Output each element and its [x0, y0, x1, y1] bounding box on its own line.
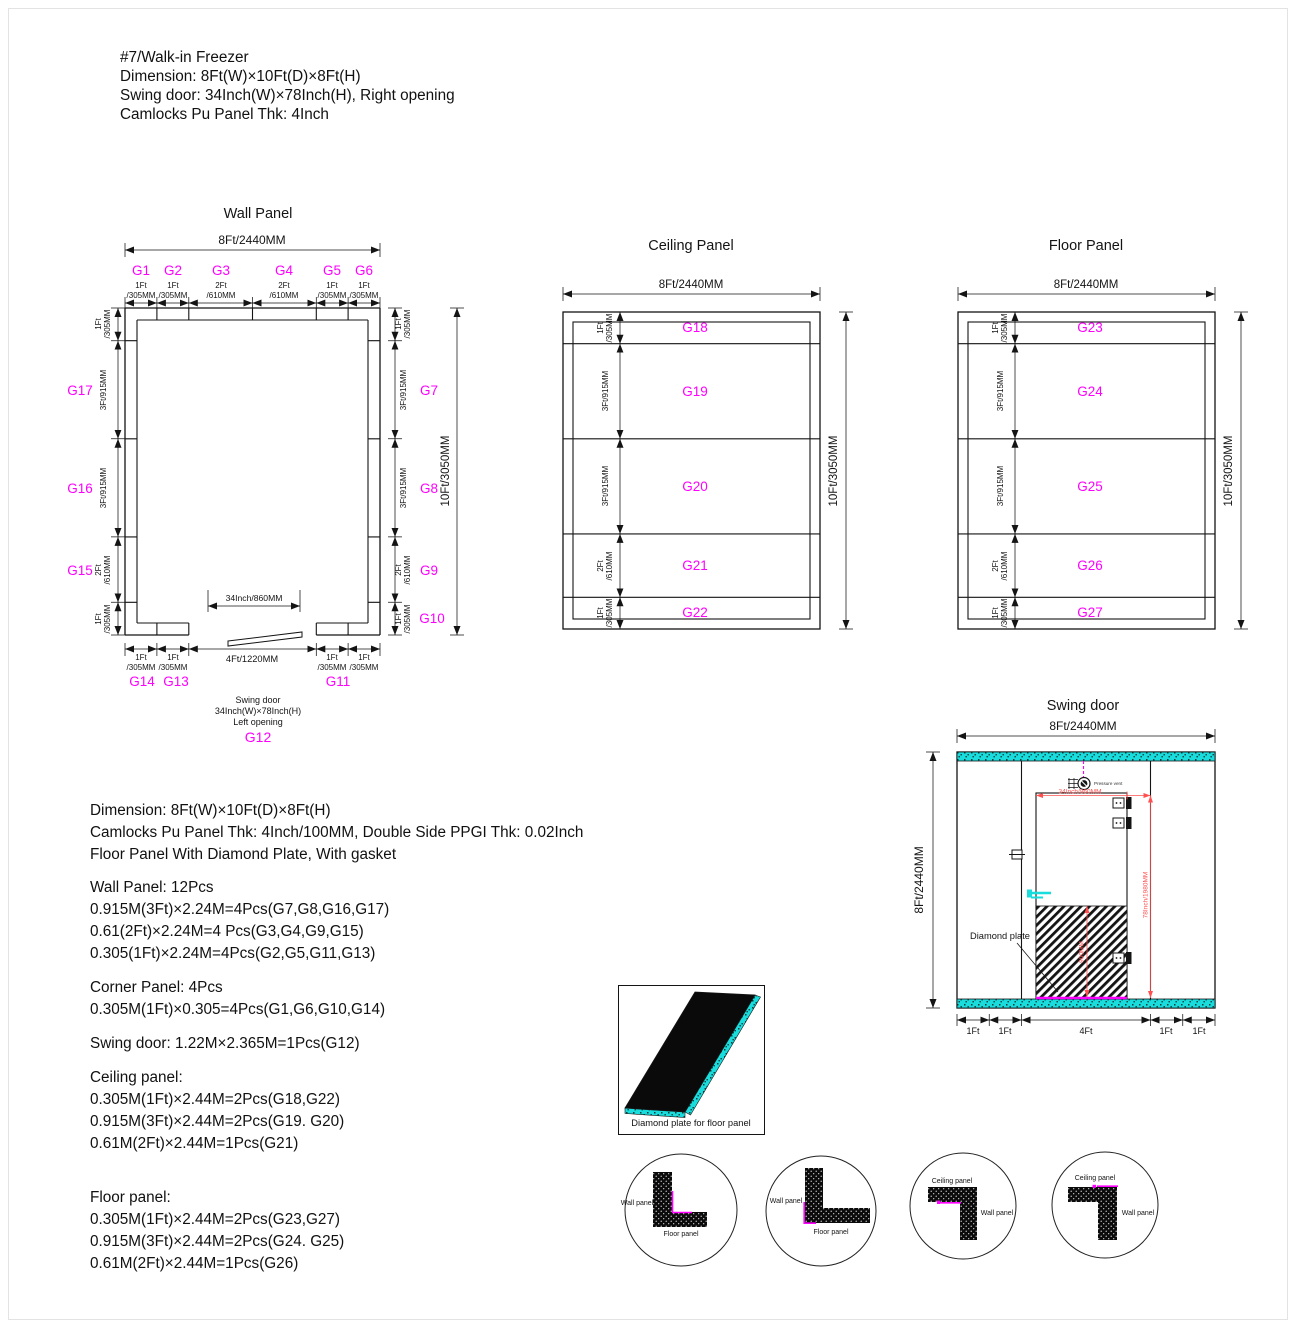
plate-detail-caption: Diamond plate for floor panel: [631, 1118, 751, 1128]
spec-line: 0.915M(3Ft)×2.44M=2Pcs(G19. G20): [90, 1113, 345, 1130]
ceiling-height-dimension: [828, 312, 853, 629]
wall-bottom-dimension: [125, 643, 380, 672]
dim-label: 1Ft: [596, 322, 605, 334]
dim-label: /305MM: [403, 604, 412, 634]
dim-label: /305MM: [126, 291, 156, 300]
panel-id: G24: [1077, 384, 1103, 399]
spec-line: 0.61M(2Ft)×2.44M=1Pcs(G21): [90, 1135, 299, 1152]
spec-line: Swing door: 1.22M×2.365M=1Pcs(G12): [90, 1035, 360, 1052]
dim-label: 8Ft/2440MM: [1049, 719, 1117, 733]
spec-paragraph: [90, 977, 583, 1021]
dim-label: 3Ft/915MM: [601, 465, 610, 507]
header-line: Camlocks Pu Panel Thk: 4Inch: [120, 106, 329, 123]
swing-top-dimension: [957, 719, 1215, 743]
dim-label: 10Ft/3050MM: [440, 435, 452, 507]
panel-id: G6: [354, 263, 374, 278]
door-note-line: Swing door: [235, 695, 281, 705]
dim-label: 1Ft: [966, 1026, 980, 1036]
dim-label: 900MM: [1078, 941, 1086, 963]
panel-id: G4: [274, 263, 294, 278]
dim-label: 8Ft/2440MM: [658, 279, 724, 291]
wall-door-width-dimension: [208, 590, 300, 612]
floor-panel-title: Floor Panel: [1048, 238, 1124, 254]
dim-label: /305MM: [158, 291, 188, 300]
dim-label: 2Ft: [94, 564, 103, 576]
dim-label: /305MM: [605, 598, 614, 628]
gasket-strip-top: [957, 752, 1215, 761]
gasket-strip-bottom: [957, 999, 1215, 1008]
panel-id: G1: [131, 263, 151, 278]
panel-id: G13: [163, 674, 189, 689]
joint-label: Wall panel: [1121, 1210, 1155, 1217]
dim-label: 8Ft/2440MM: [1053, 279, 1119, 291]
dim-label: /610MM: [403, 555, 412, 585]
spec-paragraph: [90, 800, 583, 866]
dim-label: 1Ft: [135, 281, 147, 290]
joint-label: Floor panel: [813, 1229, 849, 1236]
panel-id: G7: [419, 383, 439, 398]
spec-paragraph: [90, 1187, 583, 1275]
panel-id: G5: [322, 263, 342, 278]
wall-top-dimension: [125, 233, 380, 257]
door-width-dimension: [1036, 789, 1151, 800]
dim-label: 4Ft/1220MM: [225, 654, 279, 664]
joint-label: Ceiling panel: [931, 1178, 973, 1185]
spec-line: 0.305M(1Ft)×2.44M=2Pcs(G18,G22): [90, 1091, 340, 1108]
panel-id: G25: [1077, 479, 1103, 494]
floor-row-ids: [1077, 320, 1103, 620]
drawing-header: [120, 48, 455, 124]
panel-id: G10: [419, 611, 445, 626]
panel-id: G9: [419, 563, 439, 578]
floor-height-dimension: [1223, 312, 1248, 629]
pressure-vent-label: Pressure vent: [1094, 781, 1123, 786]
door-leaf: [228, 632, 302, 646]
swing-door-diagram: [900, 695, 1280, 1045]
wall-right-dimension: [388, 308, 445, 635]
joint-detail-circles: [610, 1145, 1175, 1280]
dim-label: /610MM: [605, 551, 614, 581]
wall-panel-title: Wall Panel: [223, 206, 293, 222]
ceiling-panel-title: Ceiling Panel: [648, 238, 734, 254]
dim-label: 1Ft: [326, 281, 338, 290]
dim-label: 3Ft/915MM: [399, 369, 408, 411]
dim-label: 1Ft: [167, 281, 179, 290]
dim-label: 2Ft: [991, 560, 1000, 572]
dim-label: 1Ft: [998, 1026, 1012, 1036]
panel-id: G21: [682, 558, 708, 573]
camlock-icon: [1009, 850, 1025, 859]
diamond-plate-label: Diamond plate: [970, 931, 1030, 941]
dim-label: 1Ft: [1192, 1026, 1206, 1036]
header-line: #7/Walk-in Freezer: [120, 49, 249, 66]
panel-id: G8: [419, 481, 439, 496]
joint-label: Wall panel: [620, 1200, 654, 1207]
dim-label: /305MM: [605, 313, 614, 343]
dim-label: /305MM: [103, 604, 112, 634]
ceiling-panel-diagram: [555, 235, 865, 635]
diamond-plate-detail: [618, 985, 765, 1135]
dim-label: /610MM: [206, 291, 236, 300]
dim-label: 34Inch/860MM: [1058, 788, 1102, 796]
dim-label: 2Ft: [215, 281, 227, 290]
dim-label: /610MM: [103, 555, 112, 585]
spec-line: 0.915M(3Ft)×2.44M=2Pcs(G24. G25): [90, 1233, 345, 1250]
panel-id: G2: [163, 263, 183, 278]
dim-label: 1Ft: [135, 653, 147, 662]
door-latch-icon: [1027, 890, 1051, 898]
dim-label: 1Ft: [991, 607, 1000, 619]
dim-label: 1Ft: [1159, 1026, 1173, 1036]
spec-line: Ceiling panel:: [90, 1069, 183, 1086]
panel-id: G14: [129, 674, 155, 689]
joint-detail-ceiling-wall-1: [910, 1153, 1016, 1259]
door-height-dimension: [1143, 796, 1151, 999]
dim-label: 1Ft: [394, 318, 403, 330]
dim-label: 1Ft: [326, 653, 338, 662]
dim-label: 8Ft/2440MM: [218, 233, 286, 247]
spec-line: Camlocks Pu Panel Thk: 4Inch/100MM, Double Side PPGI Thk: 0.02Inch: [90, 824, 584, 841]
panel-id: G11: [325, 674, 351, 689]
dim-label: /610MM: [269, 291, 299, 300]
joint-detail-wall-floor-1: [621, 1154, 737, 1266]
wall-top-segment-labels: [125, 263, 380, 309]
dim-label: /305MM: [349, 291, 379, 300]
spec-text-block: [90, 800, 583, 1286]
ceiling-row-dimension: [596, 312, 620, 629]
dim-label: /305MM: [103, 309, 112, 339]
spec-line: 0.305(1Ft)×2.24M=4Pcs(G2,G5,G11,G13): [90, 945, 376, 962]
swing-bottom-dimension: [957, 1014, 1215, 1036]
spec-line: Floor panel:: [90, 1189, 171, 1206]
wall-bottom-labels: [129, 674, 350, 745]
hinge-icon: [1113, 797, 1132, 809]
dim-label: /305MM: [403, 309, 412, 339]
ceiling-row-ids: [682, 320, 708, 620]
spec-line: 0.305M(1Ft)×2.44M=2Pcs(G23,G27): [90, 1211, 340, 1228]
door-note-line: 34Inch(W)×78Inch(H): [214, 706, 302, 716]
hinge-icon: [1113, 952, 1132, 964]
dim-label: /305MM: [349, 663, 379, 672]
dim-label: 4Ft: [1079, 1026, 1093, 1036]
dim-label: 1Ft: [596, 607, 605, 619]
floor-panel-diagram: [950, 235, 1270, 635]
dim-label: 2Ft: [394, 564, 403, 576]
dim-label: 3Ft/915MM: [399, 467, 408, 509]
joint-detail-ceiling-wall-2: [1052, 1152, 1158, 1258]
dim-label: 78Inch/1980MM: [1142, 871, 1150, 919]
spec-paragraph: [90, 1067, 583, 1155]
panel-id: G26: [1077, 558, 1103, 573]
dim-label: 1Ft: [358, 653, 370, 662]
floor-row-dimension: [991, 312, 1015, 629]
spec-line: 0.915M(3Ft)×2.24M=4Pcs(G7,G8,G16,G17): [90, 901, 390, 918]
joint-label: Floor panel: [663, 1231, 699, 1238]
panel-id: G17: [67, 383, 93, 398]
panel-id: G22: [682, 605, 708, 620]
ceiling-top-dimension: [563, 279, 820, 301]
panel-id: G3: [211, 263, 231, 278]
hinge-icon: [1113, 817, 1132, 829]
dim-label: 3Ft/915MM: [99, 369, 108, 411]
dim-label: 3Ft/915MM: [996, 465, 1005, 507]
dim-label: /305MM: [1000, 313, 1009, 343]
panel-id: G12: [244, 729, 272, 745]
dim-label: 1Ft: [94, 318, 103, 330]
panel-id: G20: [682, 479, 708, 494]
panel-id: G23: [1077, 320, 1103, 335]
joint-label: Wall panel: [769, 1198, 803, 1205]
dim-label: 2Ft: [596, 560, 605, 572]
spec-line: Wall Panel: 12Pcs: [90, 879, 214, 896]
spec-paragraph: [90, 1033, 583, 1055]
swing-left-dimension: [912, 752, 940, 1008]
dim-label: /305MM: [158, 663, 188, 672]
panel-id: G27: [1077, 605, 1103, 620]
pressure-vent-icon: [1068, 761, 1090, 790]
wall-left-dimension: [67, 308, 125, 635]
door-note-line: Left opening: [233, 717, 283, 727]
dim-label: 3Ft/915MM: [99, 467, 108, 509]
panel-id: G19: [682, 384, 708, 399]
header-line: Dimension: 8Ft(W)×10Ft(D)×8Ft(H): [120, 68, 361, 85]
dim-label: 1Ft: [394, 613, 403, 625]
wall-panel-diagram: [55, 200, 475, 750]
header-line: Swing door: 34Inch(W)×78Inch(H), Right opening: [120, 87, 455, 104]
joint-label: Wall panel: [980, 1210, 1014, 1217]
dim-label: 3Ft/915MM: [996, 370, 1005, 412]
dim-label: 10Ft/3050MM: [828, 435, 840, 507]
spec-line: 0.61(2Ft)×2.24M=4 Pcs(G3,G4,G9,G15): [90, 923, 364, 940]
dim-label: /305MM: [126, 663, 156, 672]
panel-id: G16: [67, 481, 93, 496]
dim-label: /305MM: [1000, 598, 1009, 628]
spec-line: Corner Panel: 4Pcs: [90, 979, 223, 996]
spec-paragraph: [90, 877, 583, 965]
dim-label: 3Ft/915MM: [601, 370, 610, 412]
wall-overall-height-dimension: [440, 308, 464, 635]
joint-label: Ceiling panel: [1074, 1175, 1116, 1182]
spec-line: 0.61M(2Ft)×2.44M=1Pcs(G26): [90, 1255, 299, 1272]
dim-label: /305MM: [317, 663, 347, 672]
dim-label: 1Ft: [167, 653, 179, 662]
dim-label: 1Ft: [94, 613, 103, 625]
dim-label: /610MM: [1000, 551, 1009, 581]
spec-line: Floor Panel With Diamond Plate, With gasket: [90, 846, 397, 863]
spec-line: Dimension: 8Ft(W)×10Ft(D)×8Ft(H): [90, 802, 331, 819]
panel-id: G15: [67, 563, 93, 578]
dim-label: 2Ft: [278, 281, 290, 290]
dim-label: 1Ft: [991, 322, 1000, 334]
dim-label: 8Ft/2440MM: [912, 846, 926, 914]
swing-door-title: Swing door: [1046, 698, 1120, 714]
dim-label: /305MM: [317, 291, 347, 300]
spec-line: 0.305M(1Ft)×0.305=4Pcs(G1,G6,G10,G14): [90, 1001, 386, 1018]
floor-top-dimension: [958, 279, 1215, 301]
dim-label: 34Inch/860MM: [225, 593, 283, 603]
dim-label: 10Ft/3050MM: [1223, 435, 1235, 507]
joint-detail-wall-floor-2: [766, 1156, 876, 1266]
dim-label: 1Ft: [358, 281, 370, 290]
panel-id: G18: [682, 320, 708, 335]
